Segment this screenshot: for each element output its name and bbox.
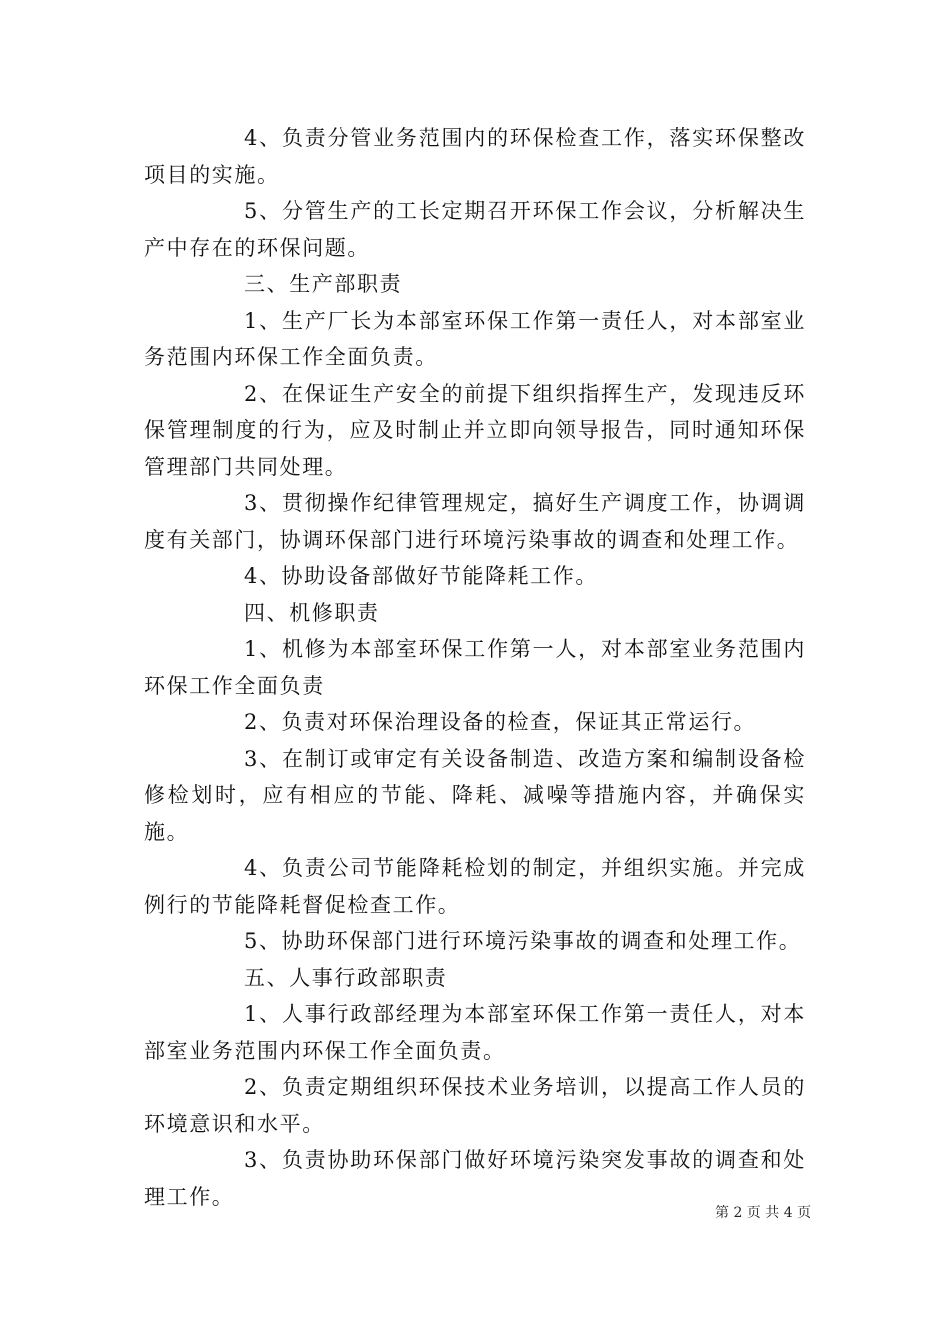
paragraph: 3、负责协助环保部门做好环境污染突发事故的调查和处理工作。 xyxy=(144,1148,806,1209)
paragraph: 4、协助设备部做好节能降耗工作。 xyxy=(244,564,598,588)
paragraph: 1、人事行政部经理为本部室环保工作第一责任人，对本部室业务范围内环保工作全面负责。 xyxy=(144,1002,806,1063)
paragraph: 2、在保证生产安全的前提下组织指挥生产，发现违反环保管理制度的行为，应及时制止并立即向领导报告，同时通知环保管理部门共同处理。 xyxy=(144,381,806,479)
section-heading: 五、人事行政部职责 xyxy=(244,965,448,990)
paragraph: 4、负责公司节能降耗检划的制定，并组织实施。并完成例行的节能降耗督促检查工作。 xyxy=(144,856,806,917)
document-body xyxy=(144,120,806,1215)
paragraph: 5、协助环保部门进行环境污染事故的调查和处理工作。 xyxy=(244,929,802,953)
paragraph: 4、负责分管业务范围内的环保检查工作，落实环保整改项目的实施。 xyxy=(144,126,806,187)
page-number-footer: 第 2 页 共 4 页 xyxy=(715,1205,812,1221)
paragraph: 2、负责对环保治理设备的检查，保证其正常运行。 xyxy=(244,710,757,734)
paragraph: 2、负责定期组织环保技术业务培训，以提高工作人员的环境意识和水平。 xyxy=(144,1075,806,1136)
paragraph: 3、贯彻操作纪律管理规定，搞好生产调度工作，协调调度有关部门，协调环保部门进行环境污染事故的调查和处理工作。 xyxy=(144,491,806,552)
paragraph: 5、分管生产的工长定期召开环保工作会议，分析解决生产中存在的环保问题。 xyxy=(144,199,806,260)
paragraph: 1、机修为本部室环保工作第一人，对本部室业务范围内环保工作全面负责 xyxy=(144,637,806,698)
paragraph: 3、在制订或审定有关设备制造、改造方案和编制设备检修检划时，应有相应的节能、降耗、减噪等措施内容，并确保实施。 xyxy=(144,746,806,844)
paragraph: 1、生产厂长为本部室环保工作第一责任人，对本部室业务范围内环保工作全面负责。 xyxy=(144,308,806,369)
section-heading: 三、生产部职责 xyxy=(244,272,403,296)
section-heading: 四、机修职责 xyxy=(244,600,380,625)
